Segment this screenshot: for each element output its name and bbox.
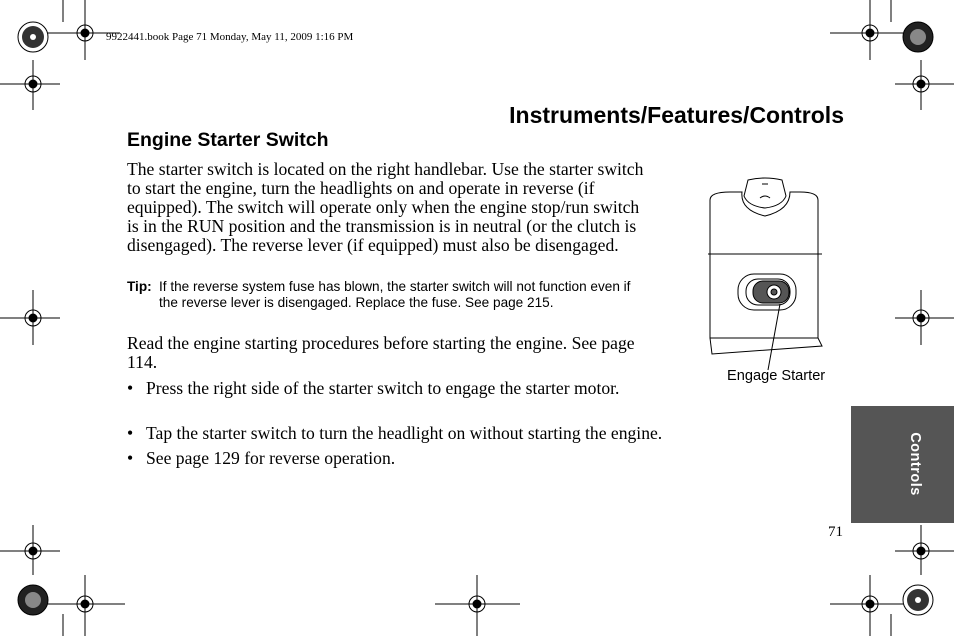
starter-switch-illustration: [690, 170, 840, 390]
read-procedures-paragraph: Read the engine starting procedures before starting the engine. See page 114.: [127, 333, 635, 372]
bullet-text: Tap the starter switch to turn the headlight on without starting the engine.: [146, 423, 663, 443]
side-tab-label: Controls: [907, 432, 923, 496]
tip-text: If the reverse system fuse has blown, the starter switch will not function even if the reverse lever is disengaged. Replace the fuse. See page 215.: [159, 279, 631, 310]
list-item: [127, 449, 747, 468]
book-info-header: 9922441.book Page 71 Monday, May 11, 2009 1:16 PM: [106, 31, 354, 43]
list-item: [127, 379, 627, 398]
bullet-marker: •: [127, 423, 134, 443]
intro-paragraph: The starter switch is located on the right handlebar. Use the starter switch to start the engine, turn the headlights on and operate in reverse (if equipped). The switch will operate only when the engine stop/run switch is in the RUN position and the transmission is in neutral (or the clutch is disengaged). The reverse lever (if equipped) must also be disengaged.: [127, 159, 644, 255]
controls-side-tab: [851, 406, 954, 523]
tip-label: Tip:: [127, 279, 152, 294]
section-title: Instruments/Features/Controls: [509, 102, 844, 128]
figure-caption: Engage Starter: [727, 368, 826, 384]
page-number: 71: [828, 524, 843, 540]
tip-note: [127, 279, 647, 310]
bullet-text: See page 129 for reverse operation.: [146, 448, 396, 468]
bullet-marker: •: [127, 378, 134, 398]
subheading: Engine Starter Switch: [127, 129, 329, 151]
bullet-marker: •: [127, 448, 134, 468]
bullet-text: Press the right side of the starter switch to engage the starter motor.: [146, 378, 620, 398]
list-item: [127, 424, 747, 443]
